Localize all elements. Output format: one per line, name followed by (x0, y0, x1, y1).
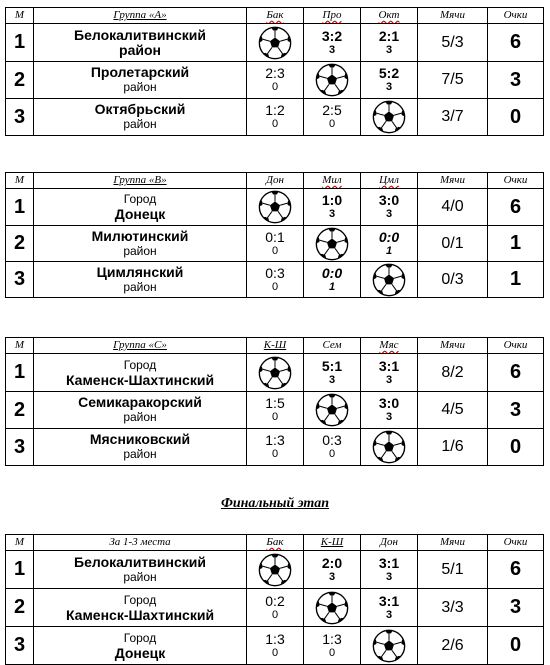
score-value: 1:3 (322, 630, 342, 647)
match-points: 3 (385, 81, 393, 93)
team-name-line: Милютинский (91, 227, 189, 244)
match-points: 0 (271, 411, 279, 423)
place-cell: 2 (6, 589, 34, 627)
group-c-header-row (6, 338, 544, 354)
score-value: 2:3 (265, 65, 285, 81)
team-name-line: район (123, 447, 157, 461)
team-cell (34, 627, 247, 665)
score-cell (361, 189, 418, 226)
score-value: 0:0 (321, 264, 343, 281)
score-value: 1:3 (265, 432, 285, 448)
team-name-line: Семикаракорский (78, 394, 202, 410)
points-header: Очки (488, 173, 544, 189)
score-value: 0:2 (265, 592, 285, 609)
place-cell: 2 (6, 62, 34, 99)
score-value: 3:1 (378, 554, 400, 571)
soccer-ball-icon (247, 551, 304, 589)
score-value: 3:2 (321, 27, 343, 44)
points-cell: 6 (488, 24, 544, 62)
match-points: 0 (271, 646, 279, 659)
score-value: 1:3 (265, 630, 285, 647)
score-cell (247, 99, 304, 136)
place-cell: 3 (6, 262, 34, 298)
team-cell (34, 262, 247, 298)
goals-cell: 3/7 (418, 99, 488, 136)
table-row (6, 392, 544, 429)
team-name-line: Мясниковский (89, 431, 191, 447)
score-cell (247, 392, 304, 429)
col-header-1: Бак (247, 535, 304, 551)
col-header-2: Мил (304, 173, 361, 189)
table-row (6, 24, 544, 62)
balls-header: Мячи (418, 173, 488, 189)
team-cell (34, 354, 247, 392)
score-value: 5:2 (378, 65, 400, 81)
goals-cell: 5/1 (418, 551, 488, 589)
score-value: 5:1 (321, 357, 343, 374)
place-header: М (6, 8, 34, 24)
team-name-line: Город (123, 357, 157, 372)
place-header: М (6, 535, 34, 551)
soccer-ball-icon (361, 262, 418, 298)
score-cell (361, 589, 418, 627)
score-cell (361, 354, 418, 392)
goals-cell: 8/2 (418, 354, 488, 392)
col-header-3: Дон (361, 535, 418, 551)
col-header-1: Дон (247, 173, 304, 189)
match-points: 0 (271, 280, 279, 293)
final-header-row (6, 535, 544, 551)
team-name-line: Донецк (114, 206, 166, 222)
balls-header: Мячи (418, 535, 488, 551)
score-value: 0:3 (265, 264, 285, 281)
team-name-line: район (123, 569, 157, 584)
balls-header: Мячи (418, 8, 488, 24)
table-row (6, 226, 544, 262)
place-cell: 2 (6, 392, 34, 429)
soccer-ball-icon (304, 589, 361, 627)
soccer-ball-icon (304, 392, 361, 429)
goals-cell: 0/1 (418, 226, 488, 262)
group-b-header-row (6, 173, 544, 189)
table-row (6, 429, 544, 466)
score-cell (304, 627, 361, 665)
score-cell (304, 189, 361, 226)
goals-cell: 5/3 (418, 24, 488, 62)
goals-cell: 1/6 (418, 429, 488, 466)
points-cell: 1 (488, 226, 544, 262)
match-points: 3 (385, 608, 393, 621)
match-points: 0 (271, 244, 279, 257)
goals-cell: 0/3 (418, 262, 488, 298)
score-value: 2:5 (322, 102, 342, 118)
team-name-line: Город (123, 592, 157, 607)
team-name-line: Октябрьский (94, 101, 186, 117)
score-cell (361, 226, 418, 262)
team-cell (34, 551, 247, 589)
table-row (6, 262, 544, 298)
score-cell (247, 429, 304, 466)
col-header-2: Сем (304, 338, 361, 354)
match-points: 3 (385, 43, 393, 56)
table-row (6, 589, 544, 627)
match-points: 3 (385, 411, 393, 423)
team-name-line: район (123, 80, 157, 94)
score-value: 0:1 (265, 228, 285, 245)
table-row (6, 62, 544, 99)
goals-cell: 3/3 (418, 589, 488, 627)
score-value: 1:2 (265, 102, 285, 118)
score-value: 1:0 (321, 192, 343, 208)
team-cell (34, 589, 247, 627)
col-header-2: К-Ш (304, 535, 361, 551)
team-name-line: Каменск-Шахтинский (65, 371, 215, 388)
team-cell (34, 429, 247, 466)
match-points: 3 (328, 570, 336, 583)
soccer-ball-icon (361, 99, 418, 136)
final-title: За 1-3 места (34, 535, 247, 551)
match-points: 1 (328, 280, 336, 293)
soccer-ball-icon (304, 62, 361, 99)
score-cell (361, 392, 418, 429)
score-cell (247, 62, 304, 99)
team-name-line: Донецк (114, 644, 166, 661)
score-cell (361, 24, 418, 62)
soccer-ball-icon (361, 627, 418, 665)
group-a-table (5, 7, 544, 136)
group-a-title: Группа «А» (34, 8, 247, 24)
team-name-line: Белокалитвинский (74, 26, 206, 43)
score-value: 3:1 (378, 592, 400, 609)
team-name-line: Город (123, 630, 157, 645)
points-cell: 1 (488, 262, 544, 298)
team-cell (34, 392, 247, 429)
points-cell: 0 (488, 429, 544, 466)
match-points: 1 (385, 244, 393, 257)
group-b-title: Группа «В» (34, 173, 247, 189)
col-header-1: К-Ш (247, 338, 304, 354)
score-value: 3:1 (378, 357, 400, 374)
score-cell (247, 262, 304, 298)
team-name-line: район (123, 117, 157, 131)
score-value: 0:3 (322, 432, 342, 448)
points-header: Очки (488, 338, 544, 354)
group-b-table (5, 172, 544, 298)
table-row (6, 354, 544, 392)
team-name-line: район (123, 243, 157, 258)
score-cell (361, 551, 418, 589)
team-name-line: Пролетарский (90, 64, 190, 80)
soccer-ball-icon (247, 354, 304, 392)
team-name-line: район (123, 410, 157, 424)
match-points: 3 (385, 570, 393, 583)
final-stage-heading: Финальный этап (220, 496, 330, 511)
place-cell: 3 (6, 99, 34, 136)
team-cell (34, 62, 247, 99)
place-cell: 1 (6, 551, 34, 589)
soccer-ball-icon (361, 429, 418, 466)
col-header-2: Про (304, 8, 361, 24)
table-row (6, 99, 544, 136)
group-c-table (5, 337, 544, 466)
table-row (6, 189, 544, 226)
place-cell: 1 (6, 189, 34, 226)
match-points: 3 (385, 373, 393, 386)
score-cell (304, 551, 361, 589)
score-cell (247, 627, 304, 665)
match-points: 0 (271, 81, 279, 93)
table-row (6, 551, 544, 589)
place-cell: 3 (6, 429, 34, 466)
col-header-3: Цмл (361, 173, 418, 189)
points-header: Очки (488, 8, 544, 24)
col-header-3: Мяс (361, 338, 418, 354)
table-row (6, 627, 544, 665)
balls-header: Мячи (418, 338, 488, 354)
team-cell (34, 99, 247, 136)
match-points: 3 (328, 208, 336, 220)
match-points: 0 (328, 448, 336, 460)
match-points: 0 (328, 646, 336, 659)
points-cell: 6 (488, 551, 544, 589)
group-a-header-row (6, 8, 544, 24)
match-points: 3 (328, 373, 336, 386)
score-cell (304, 262, 361, 298)
group-c-title: Группа «С» (34, 338, 247, 354)
points-cell: 0 (488, 627, 544, 665)
match-points: 3 (385, 208, 393, 220)
points-cell: 6 (488, 354, 544, 392)
team-name-line: район (119, 41, 161, 58)
match-points: 0 (271, 608, 279, 621)
goals-cell: 4/5 (418, 392, 488, 429)
match-points: 0 (271, 118, 279, 130)
points-cell: 6 (488, 189, 544, 226)
place-cell: 1 (6, 24, 34, 62)
score-cell (247, 226, 304, 262)
points-cell: 3 (488, 589, 544, 627)
col-header-3: Окт (361, 8, 418, 24)
score-cell (304, 99, 361, 136)
place-cell: 3 (6, 627, 34, 665)
match-points: 0 (328, 118, 336, 130)
score-cell (247, 589, 304, 627)
score-value: 1:5 (265, 395, 285, 411)
soccer-ball-icon (247, 189, 304, 226)
points-header: Очки (488, 535, 544, 551)
score-value: 0:0 (378, 228, 400, 245)
score-cell (304, 429, 361, 466)
goals-cell: 7/5 (418, 62, 488, 99)
place-header: М (6, 338, 34, 354)
score-value: 2:0 (321, 554, 343, 571)
score-value: 2:1 (378, 27, 400, 44)
score-value: 3:0 (378, 192, 400, 208)
team-name-line: Цимлянский (96, 263, 184, 280)
points-cell: 0 (488, 99, 544, 136)
points-cell: 3 (488, 392, 544, 429)
match-points: 3 (328, 43, 336, 56)
goals-cell: 2/6 (418, 627, 488, 665)
soccer-ball-icon (247, 24, 304, 62)
score-value: 3:0 (378, 395, 400, 411)
team-cell (34, 189, 247, 226)
score-cell (361, 62, 418, 99)
place-header: М (6, 173, 34, 189)
col-header-1: Бак (247, 8, 304, 24)
soccer-ball-icon (304, 226, 361, 262)
place-cell: 1 (6, 354, 34, 392)
team-name-line: район (123, 279, 157, 294)
final-table (5, 534, 544, 665)
team-name-line: Белокалитвинский (74, 553, 206, 570)
team-name-line: Каменск-Шахтинский (65, 606, 215, 623)
score-cell (304, 354, 361, 392)
score-cell (304, 24, 361, 62)
points-cell: 3 (488, 62, 544, 99)
team-cell (34, 226, 247, 262)
place-cell: 2 (6, 226, 34, 262)
team-name-line: Город (123, 192, 157, 206)
match-points: 0 (271, 448, 279, 460)
team-cell (34, 24, 247, 62)
goals-cell: 4/0 (418, 189, 488, 226)
